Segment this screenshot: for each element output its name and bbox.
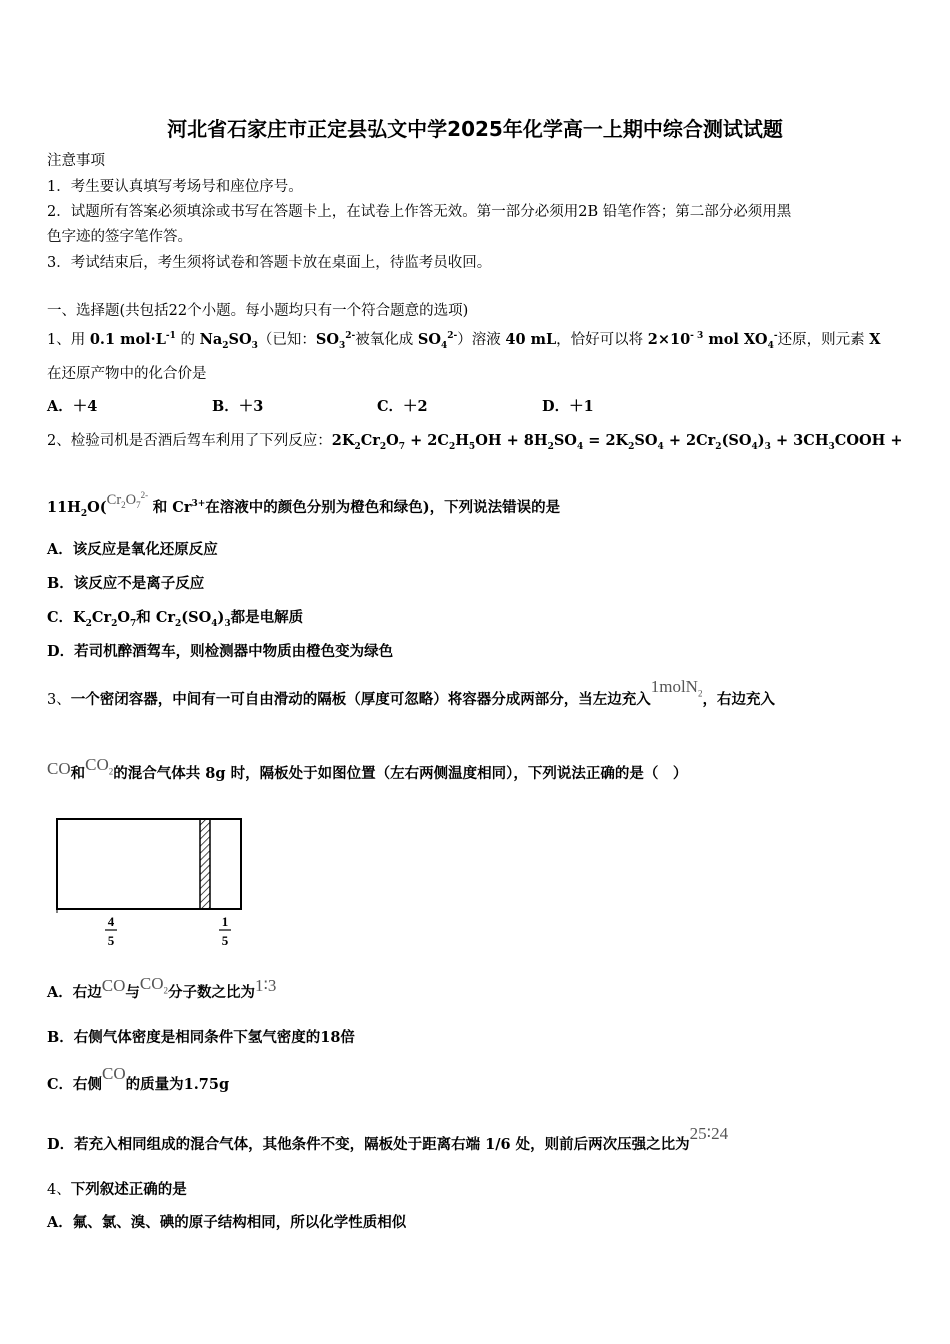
right-fraction-den: 5: [221, 933, 229, 948]
question-2-stem-line2: $11H_2O(Cr_2O_7^{2-}$ 和 $Cr^{3+}$在溶液中的颜色分别为橙色和绿色)，下列说法错误的是: [47, 490, 561, 519]
notes-heading: 注意事项: [47, 153, 105, 169]
q2-option-a: A．该反应是氧化还原反应: [47, 541, 218, 558]
container-box: [57, 819, 241, 909]
left-fraction-den: 5: [107, 933, 115, 948]
q2-option-d: D．若司机醉酒驾车，则检测器中物质由橙色变为绿色: [47, 643, 394, 660]
question-3-number: 3、: [47, 692, 71, 708]
q1-option-a: A．＋4: [47, 398, 98, 415]
question-1-number: 1、: [47, 331, 71, 348]
question-3-stem-line2: CO和$CO_2$的混合气体共 8g 时，隔板处于如图位置（左右两侧温度相同），下列说法正确的是（ ）: [47, 755, 688, 782]
page-title: 河北省石家庄市正定县弘文中学2025年化学高一上期中综合测试试题: [167, 117, 783, 141]
q1-option-b: B．＋3: [212, 398, 264, 415]
question-2-number: 2、: [47, 433, 71, 449]
formula-co2: CO: [85, 755, 109, 774]
ratio-a: 1∶3: [255, 976, 277, 995]
q3-option-b: B．右侧气体密度是相同条件下氢气密度的18倍: [47, 1029, 355, 1046]
question-4-stem: 4、下列叙述正确的是: [47, 1181, 187, 1198]
section-heading: 一、选择题(共包括22个小题。每小题均只有一个符合题意的选项): [47, 303, 469, 319]
q4-option-a: A．氟、氯、溴、碘的原子结构相同，所以化学性质相似: [47, 1214, 407, 1231]
q2-option-b: B．该反应不是离子反应: [47, 575, 205, 592]
note-item-2a: 2．试题所有答案必须填涂或书写在答题卡上，在试卷上作答无效。第一部分必须用2B 铅笔作答；第二部分必须用黑: [47, 204, 792, 220]
question-2-stem: 2、检验司机是否酒后驾车利用了下列反应：$2K_2Cr_2O_7 + 2C_2H_5OH + 8H_2SO_4 = 2K_2SO_4 + 2Cr_2(SO_4)_3$ + $3CH_3COOH$ +: [47, 432, 903, 452]
left-fraction-num: 4: [107, 914, 115, 929]
question-4-number: 4、: [47, 1182, 71, 1198]
note-item-2b: 色字迹的签字笔作答。: [47, 229, 192, 245]
partition: [200, 819, 210, 909]
q3-option-c: C．右侧CO的质量为1.75g: [47, 1064, 230, 1093]
q1-option-c: C．＋2: [377, 398, 428, 415]
question-1-stem: 1、用 0.1 $mol\cdot L^{-1}$ 的 $Na_2SO_3$（已知：$SO_3^{2-}$被氧化成 $SO_4^{2-}$）溶液 40 mL，恰好可以将 $2\times 10^{- 3}$ mol $XO_4^-$还原，则元素 X: [47, 330, 881, 351]
formula-1mol-n2: 1molN: [650, 677, 698, 696]
question-3-stem: 3、一个密闭容器，中间有一可自由滑动的隔板（厚度可忽略）将容器分成两部分，当左边充入1molN$_2$，右边充入: [47, 677, 775, 708]
q3-option-a: A．右边CO与$CO_2$分子数之比为1∶3: [47, 974, 277, 1001]
ratio-d: 25∶24: [689, 1124, 729, 1143]
question-1-stem-line2: 在还原产物中的化合价是: [47, 366, 207, 382]
note-item-3: 3．考试结束后，考生须将试卷和答题卡放在桌面上，待监考员收回。: [47, 255, 492, 271]
q2-option-c: C．$K_2Cr_2O_7$和 $Cr_2(SO_4)_3$都是电解质: [47, 609, 304, 629]
formula-co: CO: [47, 759, 71, 778]
q1-option-d: D．＋1: [542, 398, 594, 415]
right-fraction-num: 1: [221, 914, 229, 929]
container-diagram: [47, 815, 247, 950]
note-item-1: 1．考生要认真填写考场号和座位序号。: [47, 179, 303, 195]
q3-option-d: D．若充入相同组成的混合气体，其他条件不变，隔板处于距离右端 1/6 处，则前后两次压强之比为25∶24: [47, 1124, 729, 1153]
